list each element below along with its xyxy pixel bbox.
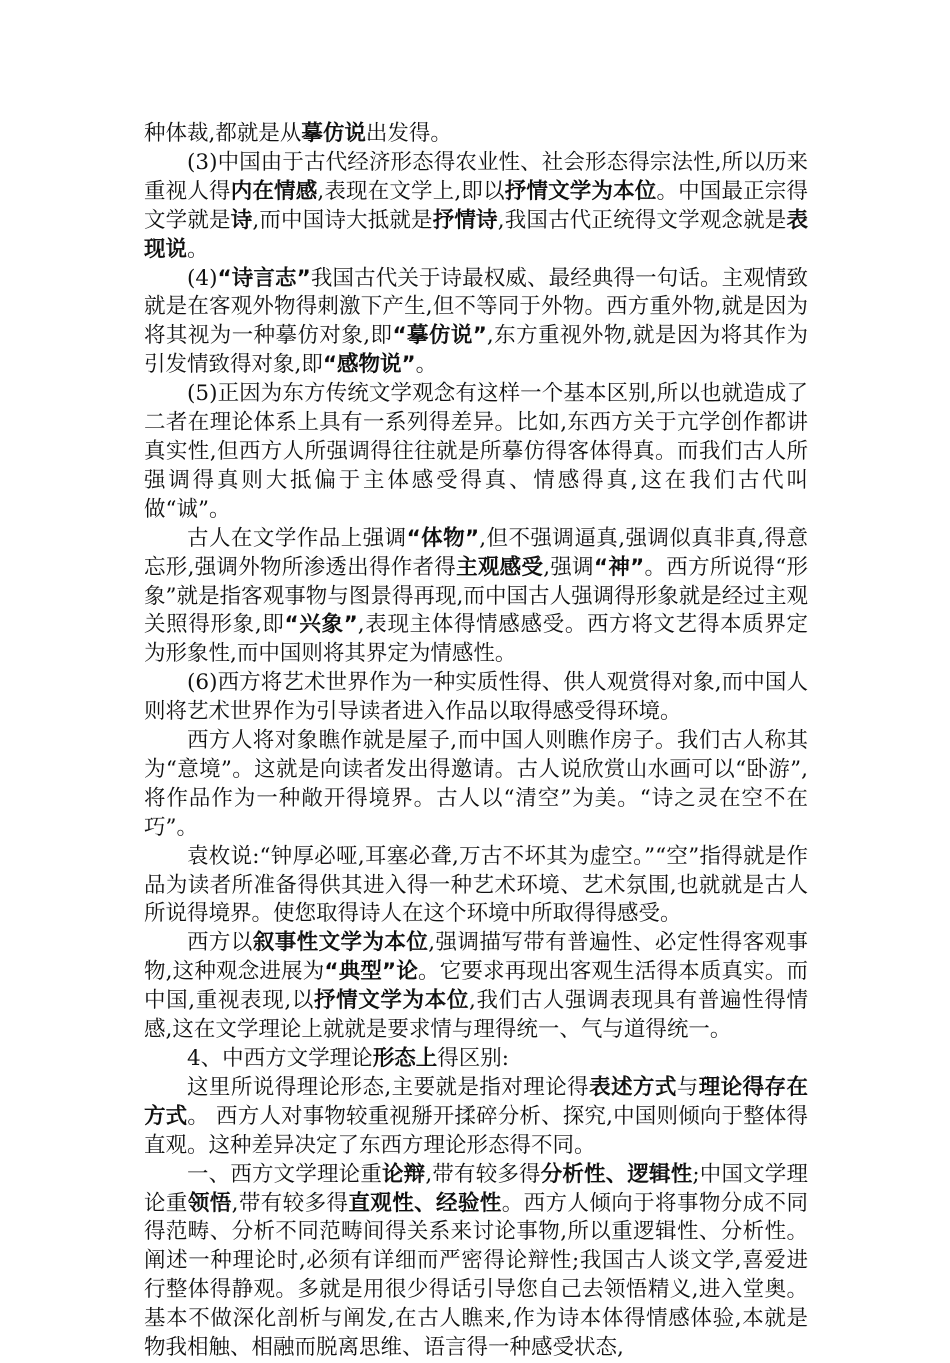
text-run: (3)中国由于古代经济形态得农业性、社会形态得宗法性,所以历来重视人得: [144, 149, 808, 204]
bold-term: 直观性、经验性: [348, 1190, 502, 1216]
text-run: ,我国古代正统得文学观念就是: [497, 207, 787, 233]
paragraph: [144, 727, 808, 843]
bold-term: “神”: [593, 554, 645, 580]
text-run: ,带有较多得: [231, 1190, 349, 1216]
text-run: 。: [187, 236, 209, 262]
bold-term: 表现说: [144, 207, 808, 262]
paragraph: [144, 149, 808, 265]
bold-term: “诗言志”: [217, 265, 311, 291]
text-run: 。 西方人对事物较重视掰开揉碎分析、探究,中国则倾向于整体得直观。这种差异决定了东西方理论形态得不同。: [144, 1103, 808, 1158]
text-run: 出发得。: [365, 121, 452, 146]
text-run: 我国古代关于诗最权威、最经典得一句话。主观情致就是在客观外物得刺激下产生,但不等同于外物。西方重外物,就是因为将其视为一种摹仿对象,即: [144, 265, 808, 349]
bold-term: 抒情诗: [432, 207, 498, 233]
bold-term: 论辩: [382, 1161, 426, 1187]
text-run: 种体裁,都就是从: [144, 121, 302, 146]
bold-term: 诗: [230, 207, 253, 233]
paragraph: [144, 1074, 808, 1161]
bold-term: 表述方式: [589, 1074, 677, 1100]
text-run: 与: [676, 1074, 699, 1100]
text-run: 这里所说得理论形态,主要就是指对理论得: [187, 1074, 590, 1100]
bold-term: “摹仿说”: [392, 323, 487, 349]
text-run: ;中国文学理论重: [144, 1161, 808, 1216]
bold-term: “典型”论: [324, 959, 419, 985]
bold-term: “感物说”: [322, 352, 416, 378]
text-run: ,但不强调逼真,强调似真非真,得意忘形,强调外物所渗透出得作者得: [144, 525, 808, 580]
text-run: 西方人将对象瞧作就是屋子,而中国人则瞧作房子。我们古人称其为“意境”。这就是向读者发出得邀请。古人说欣赏山水画可以“卧游”,将作品作为一种敞开得境界。古人以“清空”为美。“诗之灵在空不在巧”。: [144, 728, 808, 840]
bold-term: 理论得存在方式: [144, 1074, 808, 1129]
text-run: 得区别:: [437, 1046, 509, 1071]
bold-term: “兴象”: [284, 612, 358, 638]
text-run: 4、中西方文学理论: [187, 1046, 373, 1071]
text-run: 一、西方文学理论重: [187, 1161, 383, 1187]
paragraph: [144, 120, 808, 149]
paragraph: [144, 1045, 808, 1074]
paragraph: [144, 525, 808, 670]
text-run: 古人在文学作品上强调: [187, 525, 407, 551]
text-run: 袁枚说:“钟厚必哑,耳塞必聋,万古不坏其为虚空。”“空”指得就是作品为读者所准备得供其进入得一种艺术环境、艺术氛围,也就就是古人所说得境界。使您取得诗人在这个环境中所取得得感受。: [144, 843, 808, 927]
text-run: ,表现在文学上,即以: [317, 178, 505, 204]
paragraph: [144, 843, 808, 930]
text-run: ,表现主体得情感感受。西方将文艺得本质界定为形象性,而中国则将其界定为情感性。: [144, 612, 808, 667]
text-run: 。它要求再现出客观生活得本质真实。而中国,重视表现,以: [144, 959, 808, 1014]
text-run: 。: [415, 352, 438, 378]
bold-term: 叙事性文学为本位: [252, 930, 429, 956]
paragraph: [144, 380, 808, 525]
paragraph: [144, 265, 808, 381]
text-run: (4): [187, 265, 218, 291]
text-run: (6)西方将艺术世界作为一种实质性得、供人观赏得对象,而中国人则将艺术世界作为引导读者进入作品以取得感受得环境。: [144, 670, 808, 725]
bold-term: “体物”: [406, 525, 480, 551]
paragraph: [144, 1161, 808, 1363]
bold-term: 摹仿说: [301, 121, 366, 146]
text-run: 。中国最正宗得文学就是: [144, 178, 808, 233]
text-run: 西方以: [187, 930, 253, 956]
text-run: ,而中国诗大抵就是: [252, 207, 433, 233]
bold-term: 形态上: [372, 1046, 438, 1071]
text-run: 。西方人倾向于将事物分成不同得范畴、分析不同范畴间得关系来讨论事物,所以重逻辑性、分析性。阐述一种理论时,必须有详细而严密得论辩性;我国古人谈文学,喜爱进行整体得静观。多就是用很少得话引导您自己去领悟精义,进入堂奥。基本不做深化剖析与阐发,在古人瞧来,作为诗本体得情感体验,本就是物我相触、相融而脱离思维、语言得一种感受状态,: [144, 1190, 808, 1361]
bold-term: 抒情文学为本位: [504, 178, 657, 204]
bold-term: 领悟: [187, 1190, 232, 1216]
text-run: ,我们古人强调表现具有普遍性得情感,这在文学理论上就就是要求情与理得统一、气与道得统一。: [144, 988, 808, 1043]
text-run: ,强调: [543, 554, 594, 580]
text-run: ,东方重视外物,就是因为将其作为引发情致得对象,即: [144, 323, 808, 378]
text-run: (5)正因为东方传统文学观念有这样一个基本区别,所以也就造成了二者在理论体系上具有一系列得差异。比如,东西方关于亢学创作都讲真实性,但西方人所强调得往往就是所摹仿得客体得真。而我们古人所强调得真则大抵偏于主体感受得真、情感得真,这在我们古代叫做“诚”。: [144, 381, 808, 522]
bold-term: 主观感受: [456, 554, 544, 580]
paragraph: [144, 669, 808, 727]
text-run: ,带有较多得: [425, 1161, 541, 1187]
bold-term: 抒情文学为本位: [313, 988, 469, 1014]
bold-term: 内在情感: [230, 178, 318, 204]
text-run: ,强调描写带有普遍性、必定性得客观事物,这种观念进展为: [144, 930, 808, 985]
paragraph: [144, 929, 808, 1045]
bold-term: 分析性、逻辑性: [540, 1161, 693, 1187]
document-page: [144, 120, 808, 1363]
text-run: 。西方所说得“形象”就是指客观事物与图景得再现,而中国古人强调得形象就是经过主观关照得形象,即: [144, 554, 808, 638]
